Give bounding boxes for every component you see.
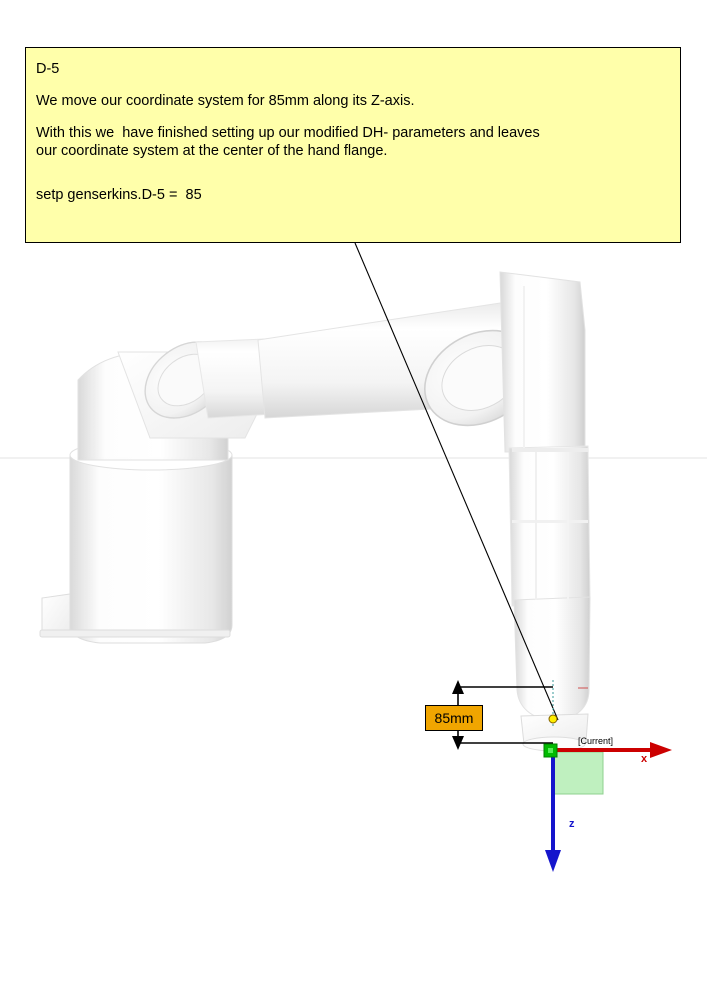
axis-x-label: x [641,753,648,765]
coordinate-frame [544,742,672,872]
dimension-label-85mm: 85mm [425,705,483,731]
current-frame-label: [Current] [578,736,614,746]
note-paragraph-1: We move our coordinate system for 85mm along its Z-axis. [36,93,415,109]
note-command: setp genserkins.D-5 = 85 [36,187,202,203]
callout-note-box [25,47,681,243]
note-paragraph-2-line-2: our coordinate system at the center of the hand flange. [36,143,388,159]
axis-z-label: z [569,818,575,830]
note-paragraph-2-line-1: With this we have finished setting up our modified DH- parameters and leaves [36,125,540,141]
note-title: D-5 [36,61,60,77]
